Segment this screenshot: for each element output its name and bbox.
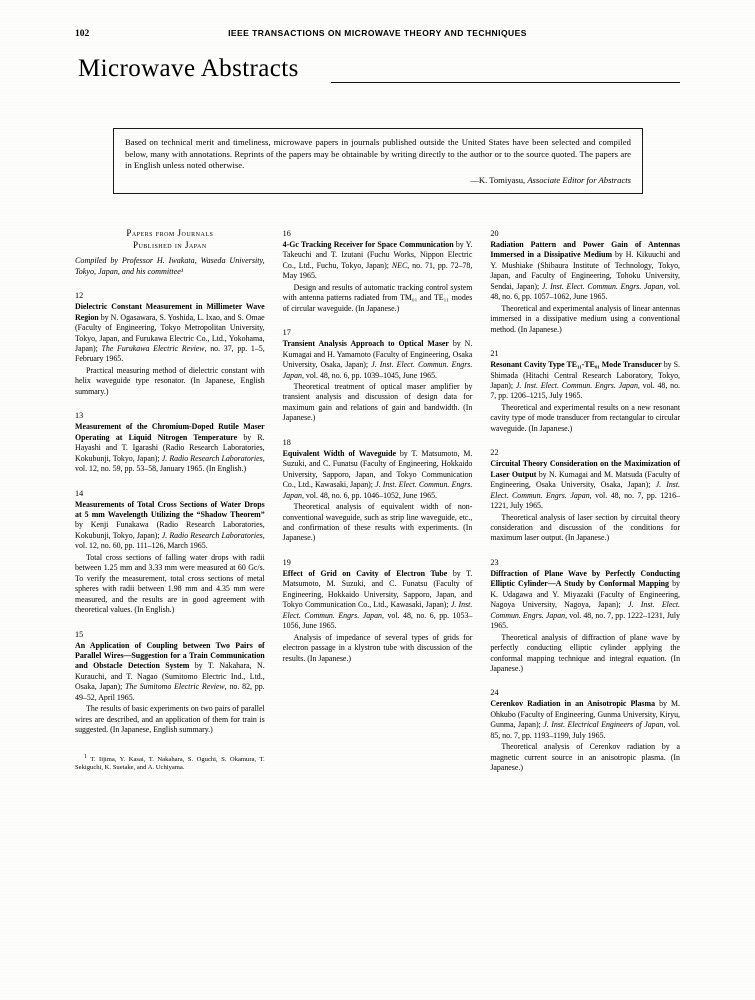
abstract-entry-annotation: Total cross sections of falling water drops with radii between 1.25 mm and 3.33 mm were measured at 60 Gc/s. To verify the measurement, total cross sections of metal spheres with radii between 1.98 mm and 4.35 mm were measured, and the results are in good agreement with theoretical values. (In English.) [75, 552, 265, 615]
abstract-entry-number: 17 [282, 328, 291, 338]
editorial-note-text: Based on technical merit and timeliness, microwave papers in journals published outside the United States have been selected and compiled below, many with annotations. Reprints of the papers may be obtainable by writing directly to the author or to the source quoted. The papers are in English unless noted otherwise. [125, 137, 631, 171]
editorial-note-box [113, 128, 643, 194]
column-two [283, 228, 473, 928]
abstract-entry-citation [283, 339, 473, 381]
abstract-entry [490, 687, 680, 773]
abstract-entry-title: Measurement of the Chromium-Doped Rutile Maser Operating at Liquid Nitrogen Temperature [75, 422, 265, 442]
abstract-entry-annotation: Theoretical and experimental analysis of linear antennas immersed in a dissipative medium using a conventional method. (In Japanese.) [490, 303, 681, 334]
abstract-entry-byline: by Kenji Funakawa (Radio Research Laboratories, Kokubunji, Tokyo, Japan); [75, 520, 265, 540]
editorial-note-signature [125, 175, 631, 187]
abstract-entry-byline: by R. Hayashi and T. Igarashi (Radio Research Laboratories, Kokubunji, Tokyo, Japan); [75, 432, 265, 463]
running-head [75, 28, 680, 42]
column-three-entries [490, 228, 680, 774]
abstract-entry-number: 16 [282, 229, 291, 238]
abstract-entry-byline: by N. Kumagai and H. Yamamoto (Faculty of Engineering, Osaka University, Osaka, Japan); [282, 339, 473, 370]
abstract-entry-byline: by K. Udagawa and Y. Miyazaki (Faculty of Engineering, Nagoya University, Nagoya, Japan); [490, 579, 681, 610]
abstract-entry-annotation: Theoretical analysis of equivalent width of non-conventional waveguide, such as strip line waveguide, etc., and confirmation of these results with experiments. (In Japanese.) [282, 502, 473, 543]
abstract-entry [75, 488, 265, 616]
footnote-text: T. Iijima, Y. Kasai, T. Nakahara, S. Oguchi, S. Okamura, T. Sekiguchi, K. Suetake, and A. Uchiyama. [75, 755, 265, 771]
abstract-entry-journal: J. Radio Research Laboratories [161, 530, 263, 540]
abstract-entry [283, 437, 473, 544]
abstract-entry-title: Diffraction of Plane Wave by Perfectly Conducting Elliptic Cylinder—A Study by Conformal Mapping [490, 568, 681, 589]
abstract-entry-number: 13 [75, 411, 84, 421]
abstract-entry-volume-pages: , vol. 85, no. 7, pp. 1193–1199, July 1965. [490, 720, 681, 740]
abstract-entry-volume-pages: , vol. 12, no. 59, pp. 53–58, January 1965. (In English.) [75, 453, 265, 474]
abstract-entry [283, 557, 473, 664]
abstract-entry-number: 21 [490, 349, 499, 359]
compiler-credit: Compiled by Professor H. Iwakata, Waseda University, Tokyo, Japan, and his committee¹ [75, 256, 265, 276]
abstract-entry-title: 4-Gc Tracking Receiver for Space Communication [282, 240, 454, 249]
abstract-entry [283, 228, 473, 314]
abstract-entry-title: Equivalent Width of Waveguide [282, 448, 396, 458]
abstract-entry [283, 327, 473, 424]
page-title: Microwave Abstracts [78, 55, 299, 82]
abstract-entry-byline: by T. Nakahara, N. Kurauchi, and T. Nagao (Sumitomo Electric Ind., Ltd., Osaka, Japan); [75, 661, 265, 692]
abstract-entry-volume-pages: , vol. 48, no. 6, pp. 1053–1056, June 1965. [282, 610, 473, 631]
abstract-entry-citation [75, 641, 265, 704]
abstract-entry-number: 15 [75, 629, 84, 639]
abstract-entry-byline: by N. Ogasawara, S. Yoshida, L. Ixao, and S. Omae (Faculty of Engineering, Tokyo Metropolitan University, Tokyo, Japan, and Furukawa Electric Co., Ltd., Yokohama, Japan); [75, 312, 265, 353]
journal-title: IEEE TRANSACTIONS ON MICROWAVE THEORY AND TECHNIQUES [228, 28, 527, 38]
abstract-entry-title: Cerenkov Radiation in an Anisotropic Plasma [490, 699, 656, 709]
abstract-entry-journal: J. Inst. Elect. Commun. Engrs. Japan [282, 360, 473, 380]
abstract-entry-citation [75, 500, 265, 552]
abstract-entry-citation [490, 360, 680, 402]
abstract-entry-byline: by T. Matsumoto, M. Suzuki, and C. Funatsu (Faculty of Engineering, Hokkaido University, Sapporo, Japan, and Tokyo Communication Co., Ltd., Kawasaki, Japan); [282, 568, 473, 610]
abstract-entry [490, 557, 680, 675]
abstract-entry-title: Transient Analysis Approach to Optical Maser [282, 339, 449, 349]
abstract-entry-number: 23 [490, 557, 499, 567]
editor-name: —K. Tomiyasu, [470, 174, 528, 185]
abstract-entry-title: An Application of Coupling between Two Pairs of Parallel Wires—Suggestion for a Train Communication and Obstacle Detection System [75, 640, 265, 671]
abstract-entry-volume-pages: , vol. 48, no. 7, pp. 1206–1215, July 1965. [490, 380, 681, 401]
abstract-entry [75, 410, 265, 474]
abstract-entry-number: 19 [282, 557, 291, 567]
column-two-entries [283, 228, 473, 664]
abstract-entry-citation [75, 302, 265, 365]
footnote [75, 749, 265, 773]
abstract-entry-journal: J. Inst. Electrical Engineers of Japan [543, 720, 664, 730]
abstract-entry-journal: J. Inst. Elect. Commun. Engrs. Japan [490, 480, 681, 500]
footnote-marker: 1 [84, 753, 87, 760]
abstract-entry-journal: J. Inst. Elect. Commun. Engrs. Japan [282, 480, 473, 500]
abstract-entry-byline: by H. Kikuuchi and Y. Mushiake (Shibaura Institute of Technology, Tokyo, Japan, and Faculty of Engineering, Tohoku University, Sendai, Japan); [490, 250, 681, 291]
abstract-entry-volume-pages: , vol. 48, no. 7, pp. 1222–1231, July 1965. [490, 610, 681, 631]
abstract-entry-volume-pages: , no. 71, pp. 72–78, May 1965. [282, 260, 473, 281]
department-heading [78, 54, 680, 88]
abstract-entry-title: Effect of Grid on Cavity of Electron Tube [282, 568, 448, 578]
abstract-entry [490, 228, 680, 335]
column-three [490, 228, 680, 928]
abstract-entry-number: 22 [490, 448, 499, 458]
abstract-entry [75, 629, 265, 736]
abstract-entry-journal: J. Inst. Elect. Commun. Engrs. Japan [515, 380, 638, 390]
abstract-entry-volume-pages: , vol. 48, no. 6, pp. 1039–1045, June 1965. [301, 370, 437, 380]
abstract-entry-annotation: Theoretical treatment of optical maser amplifier by transient analysis and discussion of design data for maximum gain and relations of gain and bandwidth. (In Japanese.) [282, 381, 473, 423]
abstract-entry-title: Radiation Pattern and Power Gain of Antennas Immersed in a Dissipative Medium [490, 240, 681, 260]
abstract-entry-number: 14 [75, 488, 84, 498]
page-number: 102 [75, 29, 90, 39]
section-heading [75, 228, 265, 251]
abstract-entry-annotation: Theoretical analysis of Cerenkov radiation by a magnetic current source in an anisotropic plasma. (In Japanese.) [490, 742, 681, 773]
abstract-entry-title: Resonant Cavity Type TE₁₁-TE₀₁ Mode Transducer [490, 360, 662, 370]
abstract-entry-title: Circuital Theory Consideration on the Maximization of Laser Output [490, 459, 681, 479]
abstract-entry-citation [283, 240, 473, 282]
abstract-entry-journal: J. Radio Research Laboratories [161, 453, 263, 463]
abstract-entry [490, 348, 680, 434]
abstract-entry-annotation: Practical measuring method of dielectric constant with helix waveguide type resonator. (In Japanese, English summary.) [75, 365, 265, 396]
abstract-entry-volume-pages: , vol. 48, no. 7, pp. 1216–1221, July 1965. [490, 490, 681, 511]
abstract-entry-journal: NEC [391, 260, 408, 270]
abstract-entry-volume-pages: , vol. 48, no. 6, pp. 1046–1052, June 1965. [301, 490, 437, 500]
abstract-columns [75, 228, 680, 928]
abstract-entry-citation [283, 569, 473, 632]
title-rule [331, 82, 680, 83]
abstract-entry-title: Dielectric Constant Measurement in Millimeter Wave Region [75, 302, 265, 322]
abstract-entry-volume-pages: , no. 82, pp. 49–52, April 1965. [75, 682, 265, 702]
abstract-entry-number: 24 [490, 688, 499, 698]
abstract-entry-journal: J. Inst. Elect. Commun. Engrs. Japan [541, 281, 664, 291]
column-one-entries [75, 290, 265, 735]
abstract-entry-annotation: Theoretical analysis of laser section by circuital theory consideration and discussion of the conditions for maximum laser output. (In Japanese.) [490, 512, 681, 543]
abstract-entry-citation [490, 459, 680, 511]
section-heading-line2: Published in Japan [132, 239, 207, 250]
abstract-entry-journal: J. Inst. Elect. Commun. Engrs. Japan [282, 600, 473, 620]
abstract-entry-byline: by N. Kumagai and M. Matsuda (Faculty of Engineering, Osaka University, Osaka, Japan); [490, 469, 681, 490]
abstract-entry-byline: by Y. Takeuchi and T. Izutani (Fuchu Works, Nippon Electric Co., Ltd., Fuchu, Tokyo, Japan); [282, 240, 473, 270]
abstract-entry-volume-pages: , vol. 12, no. 60, pp. 111–126, March 1965. [75, 530, 265, 551]
abstract-entry-annotation: The results of basic experiments on two pairs of parallel wires are described, and an application of them for train is suggested. (In Japanese, English summary.) [75, 704, 265, 735]
abstract-entry-annotation: Analysis of impedance of several types of grids for electron passage in a klystron tube with discussion of the results. (In Japanese.) [282, 632, 473, 663]
abstract-entry-citation [490, 569, 680, 632]
abstract-entry-number: 12 [75, 291, 84, 301]
abstract-entry-journal: The Furukawa Electric Review [101, 344, 205, 353]
editor-role: Associate Editor for Abstracts [527, 174, 631, 185]
abstract-entry-byline: by S. Shimada (Hitachi Central Research Laboratory, Tokyo, Japan); [490, 360, 681, 390]
section-heading-line1: Papers from Journals [126, 228, 214, 238]
abstract-entry-title: Measurements of Total Cross Sections of Water Drops at 5 mm Wavelength Utilizing the “Shadow Theorem” [75, 499, 265, 519]
abstract-entry-citation [490, 240, 680, 303]
abstract-entry-annotation: Theoretical and experimental results on a new resonant cavity type of mode transducer from rectangular to circular waveguide. (In Japanese.) [490, 402, 681, 433]
abstract-entry-annotation: Design and results of automatic tracking control system with antenna patterns radiated from TM₀₁ and TE₁₁ modes of circular waveguide. (In Japanese.) [282, 282, 473, 313]
abstract-entry-byline: by M. Ohkubo (Faculty of Engineering, Gunma University, Kiryu, Gunma, Japan); [490, 699, 681, 730]
abstract-entry-journal: The Sumitomo Electric Review [125, 682, 225, 692]
abstract-entry-journal: J. Inst. Elect. Commun. Engrs. Japan [490, 600, 681, 620]
abstract-entry [490, 447, 680, 544]
abstract-entry-volume-pages: , vol. 48, no. 6, pp. 1057–1062, June 1965. [490, 281, 681, 302]
abstract-entry-number: 18 [282, 437, 291, 447]
column-one [75, 228, 265, 928]
abstract-entry [75, 290, 265, 397]
abstract-entry-citation [490, 699, 680, 741]
abstract-entry-volume-pages: , no. 37, pp. 1–5, February 1965. [75, 344, 265, 364]
abstract-entry-number: 20 [490, 229, 499, 238]
abstract-entry-citation [75, 422, 265, 474]
abstract-entry-byline: by T. Matsumoto, M. Suzuki, and C. Funatsu (Faculty of Engineering, Hokkaido University, Sapporo, Japan, and Tokyo Communication Co., Ltd., Kawasaki, Japan); [282, 448, 473, 490]
abstract-entry-annotation: Theoretical analysis of diffraction of plane wave by perfectly conducting elliptic cylinder applying the conformal mapping technique and integral equation. (In Japanese.) [490, 632, 681, 673]
abstract-entry-citation [283, 449, 473, 501]
